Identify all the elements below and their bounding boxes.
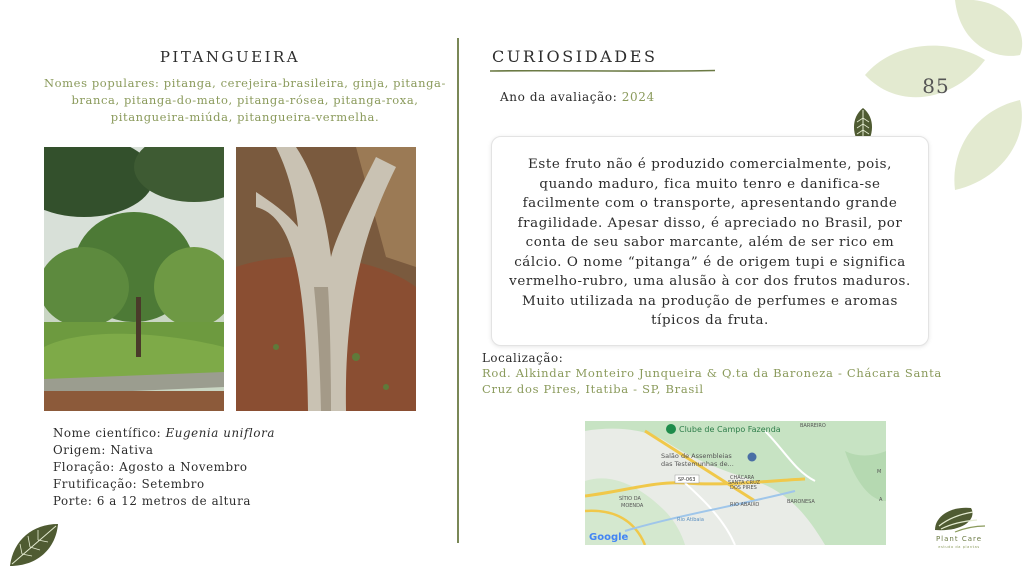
map-label-edge: M — [877, 469, 882, 475]
google-logo: Google — [589, 532, 629, 543]
map-label-rio-abaixo: RIO ABAIXO — [730, 502, 760, 508]
map-label-chacara-1: CHÁCARA — [730, 475, 755, 481]
map-label-chacara-2: SANTA CRUZ — [728, 480, 761, 486]
page-number: 85 — [922, 74, 950, 98]
location-map[interactable] — [585, 421, 886, 545]
location-label: Localização: — [482, 351, 564, 365]
page-title: PITANGUEIRA — [159, 48, 301, 66]
popular-names — [40, 75, 450, 126]
description-text: Este fruto não é produzido comercialmente, pois, quando maduro, fica muito tenro e danifica-se facilmente com o transporte, apresentando grande fragilidade. Apesar disso, é apreciado no Brasil, por conta de seu sabor marcante, além de ser rico em cálcio. O nome “pitanga” é de origem tupi e significa vermelho-rubro, uma alusão à cor dos frutos maduros. Muito utilizada na produção de perfumes e aromas típicos da fruta. — [509, 157, 911, 328]
map-label-chacara-3: DOS PIRES — [730, 485, 757, 491]
brand-tagline: estudo da plantas — [938, 545, 980, 549]
year-value: 2024 — [621, 90, 655, 104]
map-label-sitio-2: MOENDA — [621, 503, 644, 509]
column-divider — [456, 38, 460, 543]
map-label-river: Rio Atibaia — [677, 517, 704, 523]
popular-names-value: pitanga, cerejeira-brasileira, ginja, pitanga-branca, pitanga-do-mato, pitanga-rósea, pitanga-roxa, pitangueira-miúda, pitangueira-vermelha. — [71, 76, 446, 124]
flowering: Floração: Agosto a Novembro — [53, 460, 248, 474]
title-underline — [490, 68, 715, 74]
leaf-decoration-bottom — [8, 520, 60, 568]
location-value: Rod. Alkindar Monteiro Junqueira & Q.ta da Baroneza - Chácara Santa Cruz dos Pires, Itatiba - SP, Brasil — [482, 366, 942, 396]
fruiting: Frutificação: Setembro — [53, 477, 205, 491]
map-label-barreiro: BARREIRO — [800, 423, 826, 429]
origin: Origem: Nativa — [53, 443, 154, 457]
section-title: CURIOSIDADES — [492, 47, 658, 66]
map-label-club: Clube de Campo Fazenda — [679, 425, 781, 434]
map-label-hall-2: das Testemunhas de... — [661, 460, 734, 468]
tree-size: Porte: 6 a 12 metros de altura — [53, 494, 252, 508]
tree-photo — [44, 147, 224, 411]
popular-names-label: Nomes populares: — [43, 76, 160, 90]
map-label-sitio-1: SÍTIO DA — [619, 496, 641, 502]
scientific-label: Nome científico: — [53, 426, 166, 440]
brand-name: Plant Care — [935, 535, 983, 543]
brand-logo — [931, 504, 987, 534]
evaluation-year — [500, 90, 655, 104]
map-label-edge-2: A — [879, 497, 883, 503]
map-label-hall-1: Salão de Assembleias — [661, 452, 732, 460]
year-label: Ano da avaliação: — [500, 90, 622, 104]
scientific-name — [53, 425, 275, 442]
trunk-photo — [236, 147, 416, 411]
map-label-baronesa: BARONESA — [787, 499, 815, 505]
scientific-value: Eugenia uniflora — [165, 426, 275, 440]
species-info — [53, 425, 275, 510]
description-card — [491, 136, 929, 346]
map-label-road: SP-063 — [678, 477, 696, 483]
